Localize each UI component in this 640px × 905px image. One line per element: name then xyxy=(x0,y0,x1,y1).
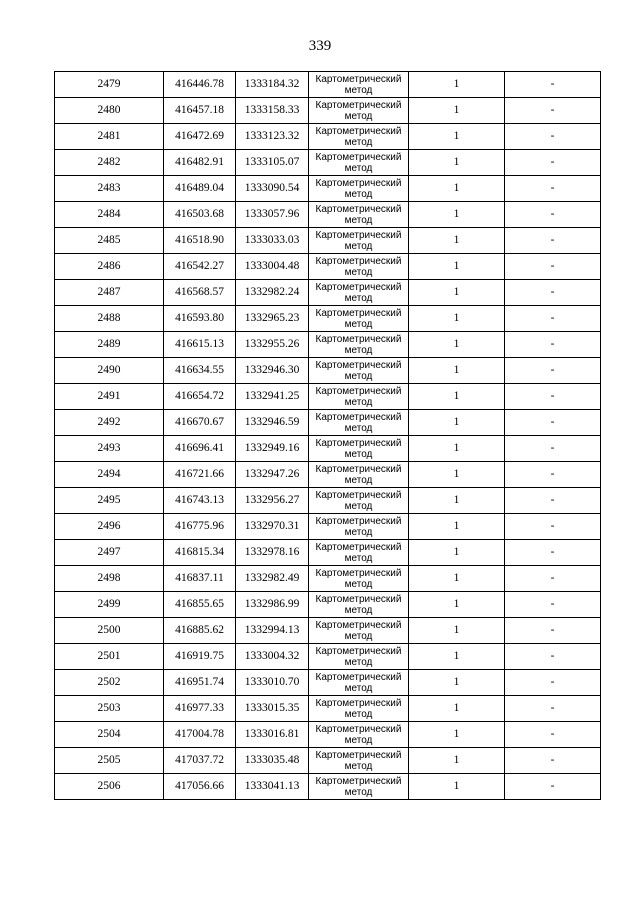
note-cell: - xyxy=(505,202,601,228)
y-coordinate-cell: 1333090.54 xyxy=(236,176,309,202)
note-cell: - xyxy=(505,566,601,592)
accuracy-cell: 1 xyxy=(409,696,505,722)
y-coordinate-cell: 1333035.48 xyxy=(236,748,309,774)
method-cell: Картометрический метод xyxy=(309,540,409,566)
x-coordinate-cell: 416634.55 xyxy=(164,358,236,384)
accuracy-cell: 1 xyxy=(409,644,505,670)
x-coordinate-cell: 416743.13 xyxy=(164,488,236,514)
point-number-cell: 2482 xyxy=(55,150,164,176)
point-number-cell: 2503 xyxy=(55,696,164,722)
x-coordinate-cell: 416482.91 xyxy=(164,150,236,176)
method-cell: Картометрический метод xyxy=(309,280,409,306)
y-coordinate-cell: 1332941.25 xyxy=(236,384,309,410)
accuracy-cell: 1 xyxy=(409,410,505,436)
note-cell: - xyxy=(505,644,601,670)
x-coordinate-cell: 416457.18 xyxy=(164,98,236,124)
table-row xyxy=(55,592,601,618)
x-coordinate-cell: 416472.69 xyxy=(164,124,236,150)
accuracy-cell: 1 xyxy=(409,358,505,384)
point-number-cell: 2485 xyxy=(55,228,164,254)
x-coordinate-cell: 417037.72 xyxy=(164,748,236,774)
method-cell: Картометрический метод xyxy=(309,176,409,202)
x-coordinate-cell: 416568.57 xyxy=(164,280,236,306)
table-row xyxy=(55,254,601,280)
method-cell: Картометрический метод xyxy=(309,332,409,358)
table-row xyxy=(55,72,601,98)
point-number-cell: 2489 xyxy=(55,332,164,358)
x-coordinate-cell: 416670.67 xyxy=(164,410,236,436)
note-cell: - xyxy=(505,436,601,462)
note-cell: - xyxy=(505,254,601,280)
method-cell: Картометрический метод xyxy=(309,436,409,462)
x-coordinate-cell: 416815.34 xyxy=(164,540,236,566)
point-number-cell: 2502 xyxy=(55,670,164,696)
method-cell: Картометрический метод xyxy=(309,488,409,514)
y-coordinate-cell: 1333033.03 xyxy=(236,228,309,254)
point-number-cell: 2504 xyxy=(55,722,164,748)
y-coordinate-cell: 1332947.26 xyxy=(236,462,309,488)
y-coordinate-cell: 1333158.33 xyxy=(236,98,309,124)
note-cell: - xyxy=(505,280,601,306)
point-number-cell: 2496 xyxy=(55,514,164,540)
y-coordinate-cell: 1332949.16 xyxy=(236,436,309,462)
table-row xyxy=(55,150,601,176)
note-cell: - xyxy=(505,306,601,332)
method-cell: Картометрический метод xyxy=(309,774,409,800)
accuracy-cell: 1 xyxy=(409,748,505,774)
note-cell: - xyxy=(505,592,601,618)
y-coordinate-cell: 1332970.31 xyxy=(236,514,309,540)
table-row xyxy=(55,306,601,332)
x-coordinate-cell: 416977.33 xyxy=(164,696,236,722)
table-row xyxy=(55,358,601,384)
x-coordinate-cell: 416885.62 xyxy=(164,618,236,644)
x-coordinate-cell: 416542.27 xyxy=(164,254,236,280)
point-number-cell: 2483 xyxy=(55,176,164,202)
method-cell: Картометрический метод xyxy=(309,566,409,592)
table-row xyxy=(55,124,601,150)
y-coordinate-cell: 1333016.81 xyxy=(236,722,309,748)
table-row xyxy=(55,696,601,722)
accuracy-cell: 1 xyxy=(409,566,505,592)
x-coordinate-cell: 416503.68 xyxy=(164,202,236,228)
y-coordinate-cell: 1332978.16 xyxy=(236,540,309,566)
method-cell: Картометрический метод xyxy=(309,670,409,696)
accuracy-cell: 1 xyxy=(409,254,505,280)
accuracy-cell: 1 xyxy=(409,774,505,800)
table-row xyxy=(55,670,601,696)
accuracy-cell: 1 xyxy=(409,176,505,202)
table-row xyxy=(55,202,601,228)
accuracy-cell: 1 xyxy=(409,228,505,254)
table-row xyxy=(55,644,601,670)
table-row xyxy=(55,410,601,436)
table-row xyxy=(55,540,601,566)
table-row xyxy=(55,280,601,306)
note-cell: - xyxy=(505,228,601,254)
accuracy-cell: 1 xyxy=(409,462,505,488)
x-coordinate-cell: 416518.90 xyxy=(164,228,236,254)
accuracy-cell: 1 xyxy=(409,436,505,462)
coordinates-table-body xyxy=(55,72,601,800)
table-row xyxy=(55,488,601,514)
table-row xyxy=(55,618,601,644)
y-coordinate-cell: 1332955.26 xyxy=(236,332,309,358)
note-cell: - xyxy=(505,514,601,540)
x-coordinate-cell: 416775.96 xyxy=(164,514,236,540)
x-coordinate-cell: 416446.78 xyxy=(164,72,236,98)
y-coordinate-cell: 1333184.32 xyxy=(236,72,309,98)
note-cell: - xyxy=(505,774,601,800)
point-number-cell: 2481 xyxy=(55,124,164,150)
x-coordinate-cell: 416654.72 xyxy=(164,384,236,410)
point-number-cell: 2506 xyxy=(55,774,164,800)
point-number-cell: 2498 xyxy=(55,566,164,592)
y-coordinate-cell: 1332986.99 xyxy=(236,592,309,618)
table-row xyxy=(55,98,601,124)
x-coordinate-cell: 417004.78 xyxy=(164,722,236,748)
point-number-cell: 2501 xyxy=(55,644,164,670)
point-number-cell: 2488 xyxy=(55,306,164,332)
point-number-cell: 2495 xyxy=(55,488,164,514)
accuracy-cell: 1 xyxy=(409,618,505,644)
point-number-cell: 2480 xyxy=(55,98,164,124)
method-cell: Картометрический метод xyxy=(309,618,409,644)
method-cell: Картометрический метод xyxy=(309,748,409,774)
y-coordinate-cell: 1333123.32 xyxy=(236,124,309,150)
accuracy-cell: 1 xyxy=(409,124,505,150)
note-cell: - xyxy=(505,748,601,774)
y-coordinate-cell: 1333010.70 xyxy=(236,670,309,696)
method-cell: Картометрический метод xyxy=(309,228,409,254)
note-cell: - xyxy=(505,384,601,410)
x-coordinate-cell: 417056.66 xyxy=(164,774,236,800)
table-row xyxy=(55,722,601,748)
x-coordinate-cell: 416855.65 xyxy=(164,592,236,618)
table-row xyxy=(55,384,601,410)
y-coordinate-cell: 1333004.32 xyxy=(236,644,309,670)
method-cell: Картометрический метод xyxy=(309,410,409,436)
table-row xyxy=(55,176,601,202)
method-cell: Картометрический метод xyxy=(309,124,409,150)
note-cell: - xyxy=(505,696,601,722)
accuracy-cell: 1 xyxy=(409,280,505,306)
method-cell: Картометрический метод xyxy=(309,696,409,722)
point-number-cell: 2487 xyxy=(55,280,164,306)
point-number-cell: 2493 xyxy=(55,436,164,462)
method-cell: Картометрический метод xyxy=(309,462,409,488)
point-number-cell: 2491 xyxy=(55,384,164,410)
table-row xyxy=(55,566,601,592)
method-cell: Картометрический метод xyxy=(309,72,409,98)
y-coordinate-cell: 1332982.49 xyxy=(236,566,309,592)
table-row xyxy=(55,774,601,800)
method-cell: Картометрический метод xyxy=(309,358,409,384)
x-coordinate-cell: 416951.74 xyxy=(164,670,236,696)
y-coordinate-cell: 1332982.24 xyxy=(236,280,309,306)
x-coordinate-cell: 416615.13 xyxy=(164,332,236,358)
accuracy-cell: 1 xyxy=(409,332,505,358)
method-cell: Картометрический метод xyxy=(309,254,409,280)
method-cell: Картометрический метод xyxy=(309,644,409,670)
method-cell: Картометрический метод xyxy=(309,150,409,176)
y-coordinate-cell: 1333041.13 xyxy=(236,774,309,800)
note-cell: - xyxy=(505,722,601,748)
point-number-cell: 2499 xyxy=(55,592,164,618)
method-cell: Картометрический метод xyxy=(309,306,409,332)
point-number-cell: 2497 xyxy=(55,540,164,566)
method-cell: Картометрический метод xyxy=(309,202,409,228)
accuracy-cell: 1 xyxy=(409,540,505,566)
y-coordinate-cell: 1332956.27 xyxy=(236,488,309,514)
y-coordinate-cell: 1332946.30 xyxy=(236,358,309,384)
note-cell: - xyxy=(505,72,601,98)
x-coordinate-cell: 416837.11 xyxy=(164,566,236,592)
method-cell: Картометрический метод xyxy=(309,384,409,410)
table-row xyxy=(55,332,601,358)
note-cell: - xyxy=(505,488,601,514)
note-cell: - xyxy=(505,150,601,176)
x-coordinate-cell: 416696.41 xyxy=(164,436,236,462)
note-cell: - xyxy=(505,618,601,644)
table-row xyxy=(55,514,601,540)
note-cell: - xyxy=(505,540,601,566)
accuracy-cell: 1 xyxy=(409,722,505,748)
y-coordinate-cell: 1332994.13 xyxy=(236,618,309,644)
method-cell: Картометрический метод xyxy=(309,514,409,540)
table-row xyxy=(55,228,601,254)
y-coordinate-cell: 1333015.35 xyxy=(236,696,309,722)
note-cell: - xyxy=(505,332,601,358)
y-coordinate-cell: 1332965.23 xyxy=(236,306,309,332)
point-number-cell: 2500 xyxy=(55,618,164,644)
table-row xyxy=(55,748,601,774)
point-number-cell: 2486 xyxy=(55,254,164,280)
point-number-cell: 2484 xyxy=(55,202,164,228)
y-coordinate-cell: 1333105.07 xyxy=(236,150,309,176)
note-cell: - xyxy=(505,124,601,150)
coordinates-table xyxy=(54,71,601,800)
accuracy-cell: 1 xyxy=(409,150,505,176)
accuracy-cell: 1 xyxy=(409,306,505,332)
method-cell: Картометрический метод xyxy=(309,722,409,748)
y-coordinate-cell: 1333057.96 xyxy=(236,202,309,228)
note-cell: - xyxy=(505,176,601,202)
note-cell: - xyxy=(505,462,601,488)
note-cell: - xyxy=(505,670,601,696)
page-number: 339 xyxy=(308,38,332,54)
accuracy-cell: 1 xyxy=(409,592,505,618)
point-number-cell: 2505 xyxy=(55,748,164,774)
x-coordinate-cell: 416593.80 xyxy=(164,306,236,332)
point-number-cell: 2490 xyxy=(55,358,164,384)
accuracy-cell: 1 xyxy=(409,202,505,228)
table-row xyxy=(55,436,601,462)
method-cell: Картометрический метод xyxy=(309,592,409,618)
table-row xyxy=(55,462,601,488)
x-coordinate-cell: 416919.75 xyxy=(164,644,236,670)
accuracy-cell: 1 xyxy=(409,670,505,696)
y-coordinate-cell: 1333004.48 xyxy=(236,254,309,280)
accuracy-cell: 1 xyxy=(409,72,505,98)
note-cell: - xyxy=(505,358,601,384)
accuracy-cell: 1 xyxy=(409,384,505,410)
point-number-cell: 2479 xyxy=(55,72,164,98)
accuracy-cell: 1 xyxy=(409,514,505,540)
x-coordinate-cell: 416489.04 xyxy=(164,176,236,202)
point-number-cell: 2494 xyxy=(55,462,164,488)
accuracy-cell: 1 xyxy=(409,488,505,514)
accuracy-cell: 1 xyxy=(409,98,505,124)
x-coordinate-cell: 416721.66 xyxy=(164,462,236,488)
y-coordinate-cell: 1332946.59 xyxy=(236,410,309,436)
method-cell: Картометрический метод xyxy=(309,98,409,124)
note-cell: - xyxy=(505,98,601,124)
point-number-cell: 2492 xyxy=(55,410,164,436)
note-cell: - xyxy=(505,410,601,436)
